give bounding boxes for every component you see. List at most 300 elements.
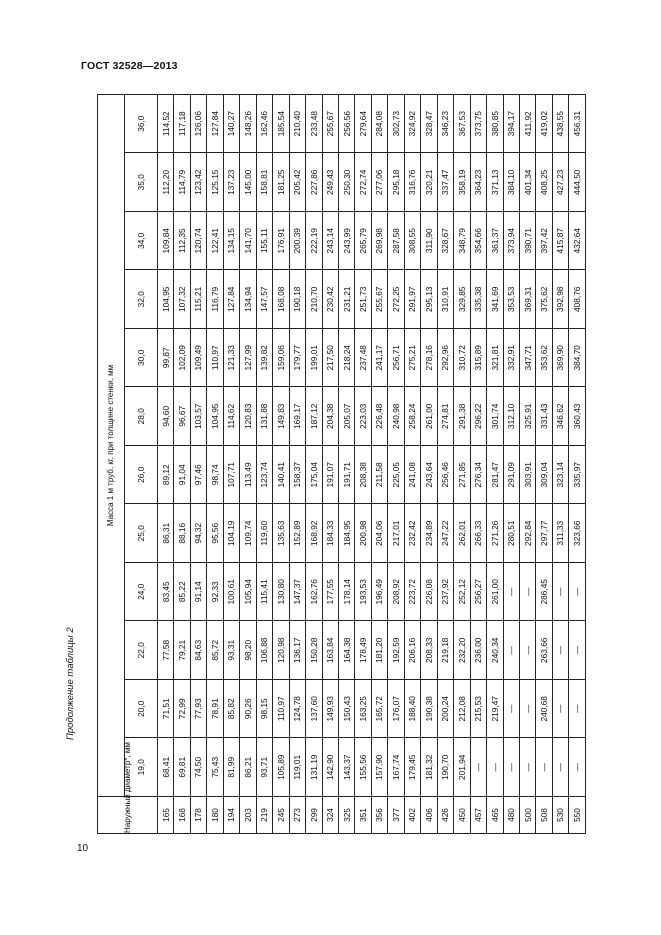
mass-cell: 204,38: [322, 387, 338, 446]
diameter-cell: 245: [273, 797, 289, 834]
mass-cell: 120,98: [273, 621, 289, 680]
mass-cell: 237,92: [437, 563, 453, 622]
mass-cell: 175,04: [306, 446, 322, 505]
mass-cell: 415,87: [552, 212, 568, 271]
mass-cell: 149,83: [273, 387, 289, 446]
mass-cell: 346,23: [437, 94, 453, 153]
mass-cell: 150,28: [306, 621, 322, 680]
mass-cell: 158,81: [256, 153, 272, 212]
mass-cell: 162,76: [306, 563, 322, 622]
mass-cell: 93,31: [223, 621, 239, 680]
mass-cell: 271,26: [487, 504, 503, 563]
mass-cell: 266,33: [470, 504, 486, 563]
mass-cell: 98,15: [256, 680, 272, 739]
table-row: [503, 94, 519, 833]
table-row: [421, 94, 437, 833]
thickness-header-cell: 25,0: [125, 504, 158, 563]
table-row: [223, 94, 239, 833]
table-row: [256, 94, 272, 833]
mass-cell: —: [503, 738, 519, 797]
table-row: [519, 94, 535, 833]
mass-cell: 169,17: [289, 387, 305, 446]
mass-cell: 456,31: [569, 94, 585, 153]
mass-cell: 401,34: [519, 153, 535, 212]
mass-cell: 215,53: [470, 680, 486, 739]
mass-cell: 152,89: [289, 504, 305, 563]
mass-cell: 265,79: [355, 212, 371, 271]
mass-cell: 112,20: [158, 153, 174, 212]
mass-cell: 227,86: [306, 153, 322, 212]
mass-cell: 269,98: [371, 212, 387, 271]
mass-cell: 438,55: [552, 94, 568, 153]
mass-cell: 256,56: [338, 94, 354, 153]
mass-cell: 276,34: [470, 446, 486, 505]
mass-cell: 272,25: [388, 270, 404, 329]
mass-cell: 252,12: [454, 563, 470, 622]
mass-cell: 295,13: [421, 270, 437, 329]
mass-cell: —: [536, 738, 552, 797]
mass-cell: 85,82: [223, 680, 239, 739]
mass-cell: —: [519, 680, 535, 739]
mass-cell: 122,41: [207, 212, 223, 271]
mass-cell: 211,58: [371, 446, 387, 505]
table-row: [158, 94, 174, 833]
mass-cell: 361,37: [487, 212, 503, 271]
mass-cell: 309,04: [536, 446, 552, 505]
mass-cell: 140,27: [223, 94, 239, 153]
mass-cell: 360,43: [569, 387, 585, 446]
mass-cell: 120,83: [240, 387, 256, 446]
mass-cell: 427,23: [552, 153, 568, 212]
mass-cell: 219,18: [437, 621, 453, 680]
table-row: [470, 94, 486, 833]
mass-cell: 324,92: [404, 94, 420, 153]
mass-cell: 104,19: [223, 504, 239, 563]
mass-cell: 109,49: [190, 329, 206, 388]
mass-cell: 329,85: [454, 270, 470, 329]
mass-cell: 149,93: [322, 680, 338, 739]
mass-cell: 71,51: [158, 680, 174, 739]
mass-cell: 69,81: [174, 738, 190, 797]
mass-cell: 127,99: [240, 329, 256, 388]
mass-cell: 292,84: [519, 504, 535, 563]
table-row: [207, 94, 223, 833]
mass-cell: 301,74: [487, 387, 503, 446]
mass-cell: —: [569, 621, 585, 680]
table-row: [371, 94, 387, 833]
mass-cell: 233,48: [306, 94, 322, 153]
table-row: [437, 94, 453, 833]
mass-cell: 255,67: [322, 94, 338, 153]
mass-cell: 68,41: [158, 738, 174, 797]
mass-cell: —: [552, 621, 568, 680]
mass-cell: 155,11: [256, 212, 272, 271]
mass-cell: 190,70: [437, 738, 453, 797]
mass-cell: 192,59: [388, 621, 404, 680]
mass-cell: 90,26: [240, 680, 256, 739]
mass-cell: 323,14: [552, 446, 568, 505]
mass-cell: 104,95: [207, 387, 223, 446]
mass-cell: 91,14: [190, 563, 206, 622]
mass-cell: 123,74: [256, 446, 272, 505]
mass-cell: 373,75: [470, 94, 486, 153]
document-header: ГОСТ 32528—2013: [81, 60, 178, 72]
mass-cell: 263,66: [536, 621, 552, 680]
mass-cell: 109,74: [240, 504, 256, 563]
mass-cell: 150,43: [338, 680, 354, 739]
mass-cell: 106,88: [256, 621, 272, 680]
mass-cell: 328,67: [437, 212, 453, 271]
mass-cell: —: [552, 738, 568, 797]
mass-cell: 98,74: [207, 446, 223, 505]
mass-cell: 83,45: [158, 563, 174, 622]
mass-cell: 131,88: [256, 387, 272, 446]
mass-cell: 168,92: [306, 504, 322, 563]
mass-cell: 287,58: [388, 212, 404, 271]
mass-cell: 234,89: [421, 504, 437, 563]
diameter-cell: 465: [487, 797, 503, 834]
mass-cell: 210,70: [306, 270, 322, 329]
mass-cell: 241,08: [404, 446, 420, 505]
mass-cell: 143,37: [338, 738, 354, 797]
mass-cell: 181,32: [421, 738, 437, 797]
mass-cell: —: [519, 563, 535, 622]
mass-cell: 262,01: [454, 504, 470, 563]
mass-cell: 419,02: [536, 94, 552, 153]
diameter-cell: 377: [388, 797, 404, 834]
mass-cell: 256,27: [470, 563, 486, 622]
mass-cell: 278,16: [421, 329, 437, 388]
mass-cell: 243,64: [421, 446, 437, 505]
mass-cell: 113,49: [240, 446, 256, 505]
mass-cell: 126,06: [190, 94, 206, 153]
diameter-cell: 508: [536, 797, 552, 834]
mass-cell: 243,14: [322, 212, 338, 271]
mass-cell: —: [470, 738, 486, 797]
mass-cell: 353,62: [536, 329, 552, 388]
mass-cell: 190,38: [421, 680, 437, 739]
mass-cell: —: [519, 621, 535, 680]
mass-cell: 308,55: [404, 212, 420, 271]
diameter-cell: 165: [158, 797, 174, 834]
mass-header-cell: Масса 1 м труб, кг, при толщине стенки, мм: [98, 94, 125, 796]
table-row: [552, 94, 568, 833]
diameter-cell: 550: [569, 797, 585, 834]
mass-cell: 134,15: [223, 212, 239, 271]
table-row: [338, 94, 354, 833]
mass-cell: 275,21: [404, 329, 420, 388]
mass-cell: 310,91: [437, 270, 453, 329]
mass-cell: 367,53: [454, 94, 470, 153]
mass-cell: 280,51: [503, 504, 519, 563]
table-row: [289, 94, 305, 833]
mass-cell: 250,30: [338, 153, 354, 212]
diameter-cell: 273: [289, 797, 305, 834]
mass-cell: 226,08: [421, 563, 437, 622]
table-row: [454, 94, 470, 833]
mass-cell: 85,72: [207, 621, 223, 680]
mass-cell: 162,46: [256, 94, 272, 153]
diameter-cell: 178: [190, 797, 206, 834]
mass-cell: 240,68: [536, 680, 552, 739]
mass-cell: 331,43: [536, 387, 552, 446]
mass-cell: 100,61: [223, 563, 239, 622]
mass-cell: 139,82: [256, 329, 272, 388]
mass-cell: 397,42: [536, 212, 552, 271]
mass-cell: 392,98: [552, 270, 568, 329]
thickness-header-cell: 34,0: [125, 212, 158, 271]
mass-cell: 237,48: [355, 329, 371, 388]
table-row: [536, 94, 552, 833]
mass-cell: 79,21: [174, 621, 190, 680]
mass-cell: 102,09: [174, 329, 190, 388]
mass-cell: 196,49: [371, 563, 387, 622]
mass-cell: 191,07: [322, 446, 338, 505]
mass-cell: 230,42: [322, 270, 338, 329]
pipe-mass-table: [97, 94, 586, 834]
mass-cell: 375,62: [536, 270, 552, 329]
mass-cell: 371,13: [487, 153, 503, 212]
table-row: [569, 94, 585, 833]
thickness-header-cell: 28,0: [125, 387, 158, 446]
mass-cell: 208,38: [355, 446, 371, 505]
mass-cell: 296,22: [470, 387, 486, 446]
mass-cell: —: [552, 680, 568, 739]
mass-cell: 251,73: [355, 270, 371, 329]
mass-cell: 163,25: [355, 680, 371, 739]
mass-cell: 206,16: [404, 621, 420, 680]
mass-cell: —: [519, 738, 535, 797]
mass-cell: 190,18: [289, 270, 305, 329]
thickness-header-cell: 19,0: [125, 738, 158, 797]
thickness-header-cell: 32,0: [125, 270, 158, 329]
mass-cell: 354,66: [470, 212, 486, 271]
mass-cell: 256,46: [437, 446, 453, 505]
mass-cell: 284,08: [371, 94, 387, 153]
table-row: [388, 94, 404, 833]
mass-cell: 114,52: [158, 94, 174, 153]
mass-cell: 120,74: [190, 212, 206, 271]
mass-cell: 110,97: [207, 329, 223, 388]
mass-cell: 247,22: [437, 504, 453, 563]
mass-cell: 256,71: [388, 329, 404, 388]
mass-cell: 332,91: [503, 329, 519, 388]
mass-cell: 179,77: [289, 329, 305, 388]
mass-cell: 348,79: [454, 212, 470, 271]
table-row: [273, 94, 289, 833]
diameter-cell: 325: [338, 797, 354, 834]
mass-cell: 200,39: [289, 212, 305, 271]
mass-cell: 432,64: [569, 212, 585, 271]
mass-cell: 201,94: [454, 738, 470, 797]
mass-cell: 85,22: [174, 563, 190, 622]
mass-cell: 168,08: [273, 270, 289, 329]
mass-cell: 141,70: [240, 212, 256, 271]
mass-cell: 384,10: [503, 153, 519, 212]
mass-cell: 140,41: [273, 446, 289, 505]
mass-cell: 188,40: [404, 680, 420, 739]
mass-cell: 97,46: [190, 446, 206, 505]
mass-cell: 86,21: [240, 738, 256, 797]
page-number: 10: [77, 843, 89, 854]
mass-cell: 408,76: [569, 270, 585, 329]
mass-cell: 347,71: [519, 329, 535, 388]
mass-cell: 78,91: [207, 680, 223, 739]
mass-cell: 310,72: [454, 329, 470, 388]
mass-cell: 93,71: [256, 738, 272, 797]
mass-cell: 408,25: [536, 153, 552, 212]
mass-cell: 364,23: [470, 153, 486, 212]
mass-cell: 232,20: [454, 621, 470, 680]
mass-cell: 84,63: [190, 621, 206, 680]
mass-cell: 271,85: [454, 446, 470, 505]
thickness-header-cell: 22,0: [125, 621, 158, 680]
mass-cell: 116,79: [207, 270, 223, 329]
mass-cell: 217,50: [322, 329, 338, 388]
mass-cell: 115,41: [256, 563, 272, 622]
mass-cell: 124,78: [289, 680, 305, 739]
mass-cell: 134,94: [240, 270, 256, 329]
mass-cell: 311,33: [552, 504, 568, 563]
mass-cell: 358,19: [454, 153, 470, 212]
mass-cell: 121,33: [223, 329, 239, 388]
diameter-cell: 457: [470, 797, 486, 834]
mass-cell: 353,53: [503, 270, 519, 329]
mass-cell: 231,21: [338, 270, 354, 329]
mass-cell: 193,53: [355, 563, 371, 622]
table-header-row-thickness: [125, 94, 158, 833]
mass-cell: 185,54: [273, 94, 289, 153]
diameter-cell: 480: [503, 797, 519, 834]
mass-cell: 291,97: [404, 270, 420, 329]
mass-cell: 302,73: [388, 94, 404, 153]
mass-cell: 255,67: [371, 270, 387, 329]
table-row: [355, 94, 371, 833]
mass-cell: 295,18: [388, 153, 404, 212]
mass-cell: 369,90: [552, 329, 568, 388]
mass-cell: 103,57: [190, 387, 206, 446]
mass-cell: 88,16: [174, 504, 190, 563]
diameter-cell: 426: [437, 797, 453, 834]
thickness-header-cell: 20,0: [125, 680, 158, 739]
mass-cell: 187,12: [306, 387, 322, 446]
mass-cell: 204,06: [371, 504, 387, 563]
mass-cell: 104,95: [158, 270, 174, 329]
mass-cell: 148,26: [240, 94, 256, 153]
mass-cell: 178,14: [338, 563, 354, 622]
mass-cell: 142,90: [322, 738, 338, 797]
mass-cell: 110,97: [273, 680, 289, 739]
mass-cell: —: [503, 563, 519, 622]
mass-cell: 130,80: [273, 563, 289, 622]
mass-cell: 261,00: [421, 387, 437, 446]
mass-cell: 94,32: [190, 504, 206, 563]
mass-cell: 95,56: [207, 504, 223, 563]
mass-cell: 109,84: [158, 212, 174, 271]
mass-cell: 346,62: [552, 387, 568, 446]
mass-cell: 217,01: [388, 504, 404, 563]
thickness-header-cell: 30,0: [125, 329, 158, 388]
mass-cell: 98,20: [240, 621, 256, 680]
mass-cell: 165,72: [371, 680, 387, 739]
mass-cell: —: [569, 738, 585, 797]
diameter-cell: 351: [355, 797, 371, 834]
mass-cell: —: [487, 738, 503, 797]
mass-cell: 107,71: [223, 446, 239, 505]
diameter-cell: 402: [404, 797, 420, 834]
mass-cell: 208,33: [421, 621, 437, 680]
mass-cell: 291,09: [503, 446, 519, 505]
mass-cell: 77,93: [190, 680, 206, 739]
mass-cell: —: [503, 621, 519, 680]
mass-cell: 181,25: [273, 153, 289, 212]
mass-cell: 261,00: [487, 563, 503, 622]
mass-cell: 236,00: [470, 621, 486, 680]
mass-cell: 86,31: [158, 504, 174, 563]
mass-cell: 119,01: [289, 738, 305, 797]
diameter-cell: 219: [256, 797, 272, 834]
mass-cell: 226,48: [371, 387, 387, 446]
mass-cell: 96,67: [174, 387, 190, 446]
mass-cell: 292,96: [437, 329, 453, 388]
mass-cell: 176,07: [388, 680, 404, 739]
mass-cell: 212,08: [454, 680, 470, 739]
mass-cell: 94,60: [158, 387, 174, 446]
mass-cell: 315,89: [470, 329, 486, 388]
mass-cell: 127,84: [223, 270, 239, 329]
mass-cell: 225,05: [388, 446, 404, 505]
mass-cell: —: [552, 563, 568, 622]
mass-cell: 115,21: [190, 270, 206, 329]
mass-cell: 373,94: [503, 212, 519, 271]
mass-cell: 323,66: [569, 504, 585, 563]
mass-cell: 274,81: [437, 387, 453, 446]
mass-cell: 159,06: [273, 329, 289, 388]
diameter-cell: 450: [454, 797, 470, 834]
mass-cell: 279,64: [355, 94, 371, 153]
diameter-cell: 530: [552, 797, 568, 834]
mass-cell: —: [503, 680, 519, 739]
mass-cell: 107,32: [174, 270, 190, 329]
diameter-cell: 406: [421, 797, 437, 834]
mass-cell: 75,43: [207, 738, 223, 797]
mass-cell: 105,94: [240, 563, 256, 622]
mass-cell: 444,50: [569, 153, 585, 212]
diameter-cell: 500: [519, 797, 535, 834]
mass-cell: 164,38: [338, 621, 354, 680]
diameter-cell: 356: [371, 797, 387, 834]
mass-cell: 177,55: [322, 563, 338, 622]
diameter-header-cell: Наружный диаметр*, мм: [98, 797, 158, 834]
mass-cell: —: [569, 680, 585, 739]
mass-cell: 369,31: [519, 270, 535, 329]
mass-cell: 92,33: [207, 563, 223, 622]
mass-cell: 117,18: [174, 94, 190, 153]
diameter-cell: 299: [306, 797, 322, 834]
mass-cell: 77,58: [158, 621, 174, 680]
mass-cell: 81,99: [223, 738, 239, 797]
mass-cell: 135,63: [273, 504, 289, 563]
mass-cell: 200,24: [437, 680, 453, 739]
mass-cell: 114,62: [223, 387, 239, 446]
mass-cell: 137,23: [223, 153, 239, 212]
mass-cell: 137,60: [306, 680, 322, 739]
table-row: [487, 94, 503, 833]
mass-cell: 219,47: [487, 680, 503, 739]
mass-cell: 131,19: [306, 738, 322, 797]
mass-cell: 286,45: [536, 563, 552, 622]
diameter-cell: 324: [322, 797, 338, 834]
